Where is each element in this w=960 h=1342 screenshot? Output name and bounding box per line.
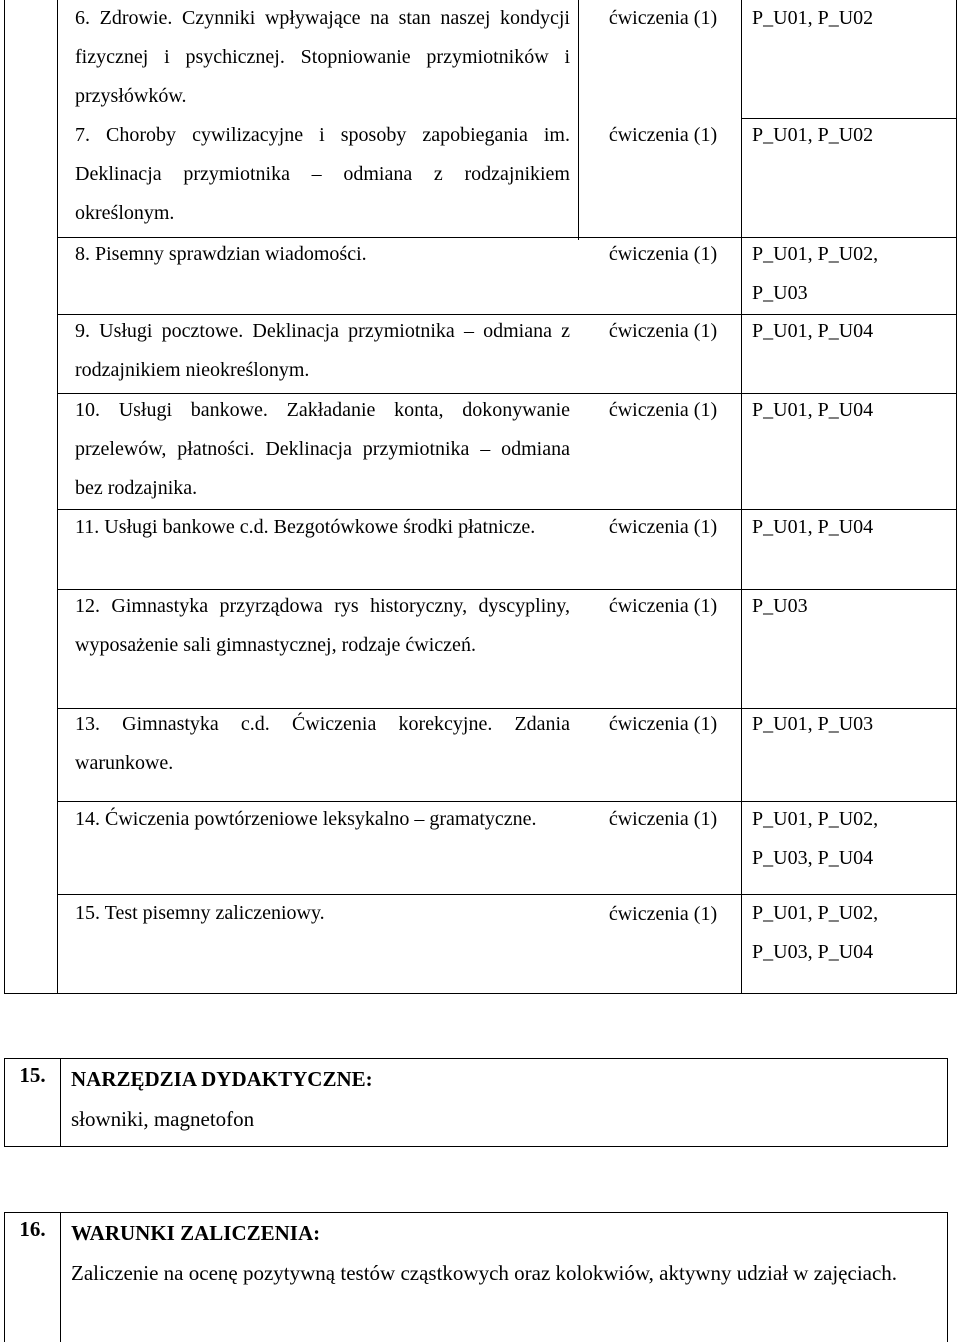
learning-effects: P_U01, P_U02, P_U03, P_U04 xyxy=(752,808,879,869)
class-form: ćwiczenia (1) xyxy=(608,808,718,830)
class-form: ćwiczenia (1) xyxy=(608,903,718,925)
section-heading: WARUNKI ZALICZENIA: xyxy=(71,1221,321,1245)
topic-text: 13. Gimnastyka c.d. Ćwiczenia korekcyjne. Zdania warunkowe. xyxy=(75,713,570,774)
section-body: Zaliczenie na ocenę pozytywną testów cząstkowych oraz kolokwiów, aktywny udział w zajęciach. xyxy=(71,1261,898,1285)
class-form: ćwiczenia (1) xyxy=(608,320,718,342)
section-number: 15. xyxy=(5,1059,61,1146)
class-form: ćwiczenia (1) xyxy=(608,7,718,29)
table-divider xyxy=(741,0,742,993)
table-divider xyxy=(57,0,58,993)
section-heading: NARZĘDZIA DYDAKTYCZNE: xyxy=(71,1067,373,1091)
learning-effects: P_U03 xyxy=(752,595,808,617)
topic-text: 15. Test pisemny zaliczeniowy. xyxy=(75,902,325,924)
learning-effects: P_U01, P_U04 xyxy=(752,399,874,421)
topic-text: 7. Choroby cywilizacyjne i sposoby zapobiegania im. Deklinacja przymiotnika – odmiana z rodzajnikiem określonym. xyxy=(75,124,570,224)
topic-text: 9. Usługi pocztowe. Deklinacja przymiotnika – odmiana z rodzajnikiem nieokreślonym. xyxy=(75,320,570,381)
learning-effects: P_U01, P_U02, P_U03 xyxy=(752,243,879,304)
class-form: ćwiczenia (1) xyxy=(608,595,718,617)
learning-effects: P_U01, P_U02 xyxy=(752,7,874,29)
section-number: 16. xyxy=(5,1213,61,1342)
class-form: ćwiczenia (1) xyxy=(608,516,718,538)
table-divider xyxy=(578,0,579,240)
section-body: słowniki, magnetofon xyxy=(71,1107,255,1131)
topic-text: 12. Gimnastyka przyrządowa rys historyczny, dyscypliny, wyposażenie sali gimnastycznej, rodzaje ćwiczeń. xyxy=(75,595,570,656)
section-teaching-tools xyxy=(4,1058,948,1147)
class-form: ćwiczenia (1) xyxy=(608,243,718,265)
topics-table xyxy=(4,0,957,994)
class-form: ćwiczenia (1) xyxy=(608,713,718,735)
topic-text: 8. Pisemny sprawdzian wiadomości. xyxy=(75,243,367,265)
learning-effects: P_U01, P_U02 xyxy=(752,124,874,146)
class-form: ćwiczenia (1) xyxy=(608,124,718,146)
learning-effects: P_U01, P_U04 xyxy=(752,516,874,538)
topic-text: 11. Usługi bankowe c.d. Bezgotówkowe środki płatnicze. xyxy=(75,516,536,538)
class-form: ćwiczenia (1) xyxy=(608,399,718,421)
topic-text: 6. Zdrowie. Czynniki wpływające na stan naszej kondycji fizycznej i psychicznej. Stopniowanie przymiotników i przysłówków. xyxy=(75,7,570,107)
learning-effects: P_U01, P_U02, P_U03, P_U04 xyxy=(752,902,879,963)
section-pass-conditions xyxy=(4,1212,948,1342)
section-content xyxy=(71,1059,939,1139)
section-content xyxy=(71,1213,939,1293)
learning-effects: P_U01, P_U04 xyxy=(752,320,874,342)
topic-text: 14. Ćwiczenia powtórzeniowe leksykalno – gramatyczne. xyxy=(75,808,537,830)
learning-effects: P_U01, P_U03 xyxy=(752,713,874,735)
topic-text: 10. Usługi bankowe. Zakładanie konta, dokonywanie przelewów, płatności. Deklinacja przymiotnika – odmiana bez rodzajnika. xyxy=(75,399,570,499)
